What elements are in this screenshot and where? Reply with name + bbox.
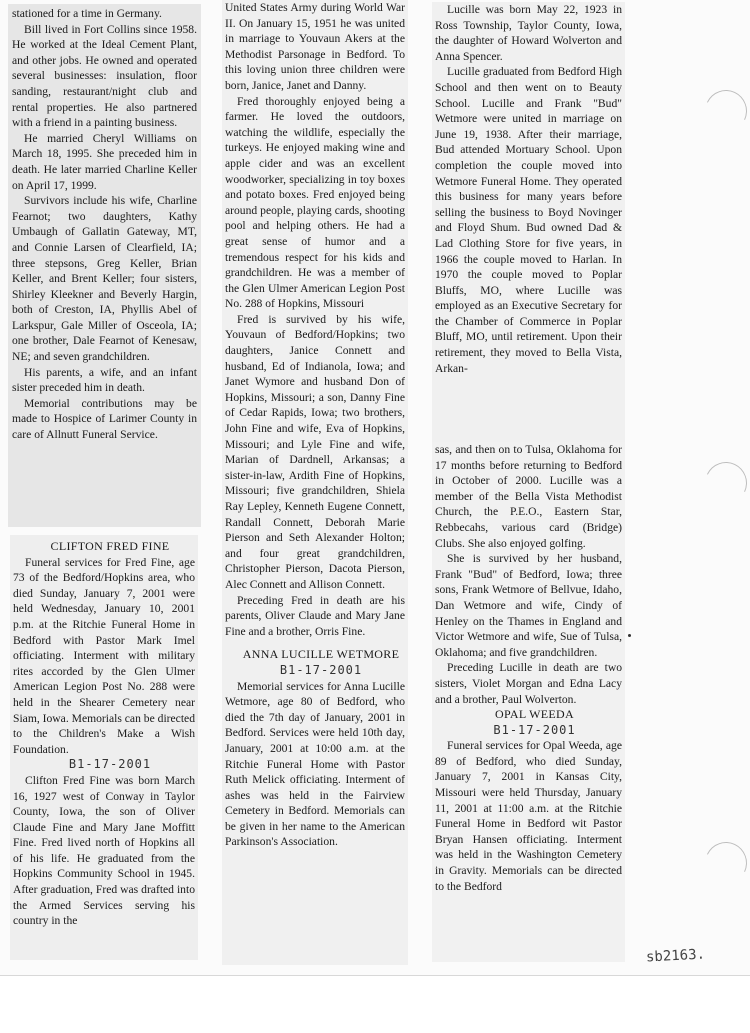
handwritten-date-row xyxy=(225,663,405,679)
paragraph: Fred is survived by his wife, Youvaun of Bedford/Hopkins; two daughters, Janice Connett and husband, Ed of Indianola, Iowa; and Janet Wymore and husband Don of Hopkins, Missouri; a son, Danny Fine of Cedar Rapids, Iowa; two brothers, John Fine and wife, Eva of Hopkins, Missouri; and Lyle Fine and wife, Marian of Dardnell, Arkansas; a sister-in-law, Ardith Fine of Hopkins, Missouri; five grandchildren, Shiela Ray Lepley, Kenneth Eugene Connett, Randall Connett, Deborah Marie Pierson and Seth Alexander Holton; and four great grandchildren, Christopher Pierson, Dacota Pierson, Alec Connett and Allison Connett. xyxy=(225,312,405,591)
obituary-heading: OPAL WEEDA xyxy=(495,707,574,722)
binder-hole-mark xyxy=(699,84,750,138)
paragraph: United States Army during World War II. On January 15, 1951 he was united in marriage to Youvaun Akers at the Methodist Parsonage in Bedford. To this loving union three children were born, Janice, Janet and Danny. xyxy=(225,1,405,92)
paragraph: Fred thoroughly enjoyed being a farmer. He loved the outdoors, watching the wildlife, especially the turkeys. He enjoyed making wine and apple cider and was an excellent woodworker, specializing in toy boxes and potato boxes. Fred enjoyed being around people, playing cards, shooting pool and helping others. He had a great sense of humor and a tremendous respect for his kids and grandchildren. He was a member of the Glen Ulmer American Legion Post No. 288 of Hopkins, Missouri xyxy=(225,94,405,311)
paragraph: Survivors include his wife, Charline Fearnot; two daughters, Kathy Umbaugh of Gallatin Gateway, MT, and Connie Larsen of Clearfield, IA; three stepsons, Greg Keller, Brian Keller, and Brent Keller; four sisters, Shirley Kleekner and Beverly Hargin, both of Creston, IA, Phyllis Abel of Larkspur, Gale Miller of Osceola, IA; one brother, Dale Fearnot of Kenesaw, NE; and seven grandchildren. xyxy=(12,194,197,364)
paragraph: Funeral services for Opal Weeda, age 89 of Bedford, who died Sunday, January 7, 2001 in Kansas City, Missouri were held Thursday, January 11, 2001 at 11:00 a.m. at the Ritchie Funeral Home in Bedford wit Pastor Bryan Hansen officiating. Interment was held in the Washington Cemetery in Gravity. Memorials can be directed to the Bedford xyxy=(435,739,622,893)
handwritten-date: B1-17-2001 xyxy=(279,662,363,677)
handwritten-reference-number: sb2163. xyxy=(645,946,706,966)
obituary-heading: ANNA LUCILLE WETMORE xyxy=(242,647,400,662)
paragraph: She is survived by her husband, Frank "Bud" of Bedford, Iowa; three sons, Frank Wetmore of Bellvue, Idaho, Dan Wetmore and wife, Cindy of Henley on the Thames in England and Victor Wetmore and wife, Sue of Tulsa, Oklahoma; and five grandchildren. xyxy=(435,552,622,659)
paragraph: stationed for a time in Germany. xyxy=(12,7,162,20)
handwritten-date-row xyxy=(13,757,195,773)
obituary-heading: CLIFTON FRED FINE xyxy=(50,539,170,553)
clipping-column-2 xyxy=(222,0,408,965)
paragraph: Bill lived in Fort Collins since 1958. He worked at the Ideal Cement Plant, and other jobs. He owned and operated several businesses: insulation, floor sanding, restaurant/night club and rental properties. He also partnered with a friend in a painting business. xyxy=(12,22,197,130)
paragraph: Clifton Fred Fine was born March 16, 1927 west of Conway in Taylor County, Iowa, the son of Oliver Claude Fine and Mary Jane Moffitt Fine. Fred lived north of Hopkins all of his life. He graduated from the Hopkins Community School in 1945. After graduation, Fred was drafted into the Armed Services serving his country in the xyxy=(13,773,195,928)
handwritten-date: B1-17-2001 xyxy=(68,757,152,772)
clipping-wetmore-continued xyxy=(432,2,625,442)
paragraph: Lucille was born May 22, 1923 in Ross Township, Taylor County, Iowa, the daughter of Howard Wolverton and Anna Spencer. xyxy=(435,3,622,63)
ink-speck xyxy=(628,634,631,637)
paragraph: His parents, a wife, and an infant sister preceded him in death. xyxy=(12,365,197,395)
clipping-clifton-fred-fine xyxy=(10,535,198,960)
handwritten-date: B1-17-2001 xyxy=(493,722,576,737)
paragraph: Preceding Fred in death are his parents, Oliver Claude and Mary Jane Fine and a brother, Orris Fine. xyxy=(225,593,405,638)
paragraph: Memorial services for Anna Lucille Wetmore, age 80 of Bedford, who died the 7th day of January, 2001 in Bedford. Services were held 10th day, January, 2001 at 10:00 a.m. at the Ritchie Funeral Home with Pastor Ruth Melick officiating. Interment of ashes was held in the Fairview Cemetery in Bedford. Memorials can be given in her name to the American Parkinson's Association. xyxy=(225,679,405,849)
handwritten-date-row xyxy=(435,723,622,739)
clipping-fearnot-obituary xyxy=(8,4,201,527)
paragraph: Memorial contributions may be made to Hospice of Larimer County in care of Allnutt Funeral Service. xyxy=(12,396,197,442)
paragraph: sas, and then on to Tulsa, Oklahoma for 17 months before returning to Bedford in October of 2000. Lucille was a member of the Bella Vista Methodist Church, the P.E.O., Eastern Star, Rebbecahs, various card (Bridge) Clubs. She also enjoyed golfing. xyxy=(435,443,622,550)
binder-hole-mark xyxy=(699,456,750,510)
clipping-wetmore-and-weeda xyxy=(432,442,625,962)
paragraph: He married Cheryl Williams on March 18, 1995. She preceded him in death. He later married Charline Keller on April 17, 1999. xyxy=(12,131,197,192)
paragraph: Funeral services for Fred Fine, age 73 of the Bedford/Hopkins area, who died Sunday, January 7, 2001 were held Wednesday, January 10, 2001 p.m. at the Ritchie Funeral Home in Bedford with Pastor Mark Imel officiating. Interment with military rites accorded by the Glen Ulmer American Legion Post No. 288 were held in the Shearer Cemetery near Siam, Iowa. Memorials can be directed to the Children's Make a Wish Foundation. xyxy=(13,555,195,756)
binder-hole-mark xyxy=(699,836,750,890)
paragraph: Lucille graduated from Bedford High School and then went on to Beauty School. Lucille and Frank "Bud" Wetmore were united in marriage on June 19, 1938. After their marriage, Bud attended Mortuary School. Upon completion the couple moved into Wetmore Funeral Home. They operated this business for many years before selling the business to Boyd Novinger and Floyd Shum. Bud owned Dad & Lad Clothing Store for five years, in 1966 the couple moved to Harlan. In 1970 the couple moved to Poplar Bluffs, MO, where Lucille was employed as an Executive Secretary for the Chamber of Commerce in Poplar Bluff, MO, until retirement. Upon their retirement, they moved to Bella Vista, Arkan- xyxy=(435,65,622,375)
paragraph: Preceding Lucille in death are two sisters, Violet Morgan and Edna Lacy and a brother, Paul Wolverton. xyxy=(435,661,622,706)
